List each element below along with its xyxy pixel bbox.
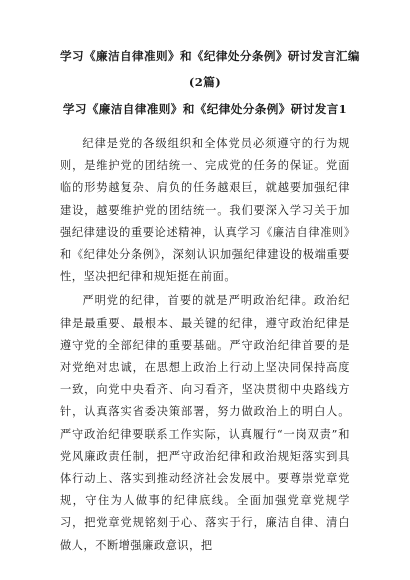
paragraph: 严明党的纪律，首要的就是严明政治纪律。政治纪律是最重要、最根本、最关键的纪律，遵守政治纪律是遵守党的全部纪律的重要基础。严守政治纪律首要的是对党绝对忠诚，在思想上政治上行动上坚决同保持高度一致，向党中央看齐、向习看齐，坚决贯彻中央路线方针，认真落实省委决策部署，努力做政治上的明白人。严守政治纪律要联系工作实际，认真履行“一岗双责”和党风廉政责任制，把严守政治纪律和政治规矩落实到具体行动上、落实到推动经济社会发展中。要尊崇党章党规，守住为人做事的纪律底线。全面加强党章党规学习，把党章党规铭刻于心、落实于行，廉洁自律、清白做人，不断增强廉政意识，把 bbox=[60, 294, 350, 552]
document-subtitle: 学习《廉洁自律准则》和《纪律处分条例》研讨发言1 bbox=[62, 102, 348, 116]
document-title: 学习《廉洁自律准则》和《纪律处分条例》研讨发言汇编 bbox=[60, 49, 360, 63]
paragraph: 纪律是党的各级组织和全体党员必须遵守的行为规则，是维护党的团结统一、完成党的任务的保证。党面临的形势越复杂、肩负的任务越艰巨，就越要加强纪律建设，越要维护党的团结统一。我们要深入学习关于加强纪律建设的重要论述精神，认真学习《廉洁自律准则》和《纪律处分条例》，深刻认识加强纪律建设的极端重要性，坚决把纪律和规矩挺在前面。 bbox=[60, 137, 350, 284]
document-title-count: (2篇) bbox=[188, 75, 222, 89]
